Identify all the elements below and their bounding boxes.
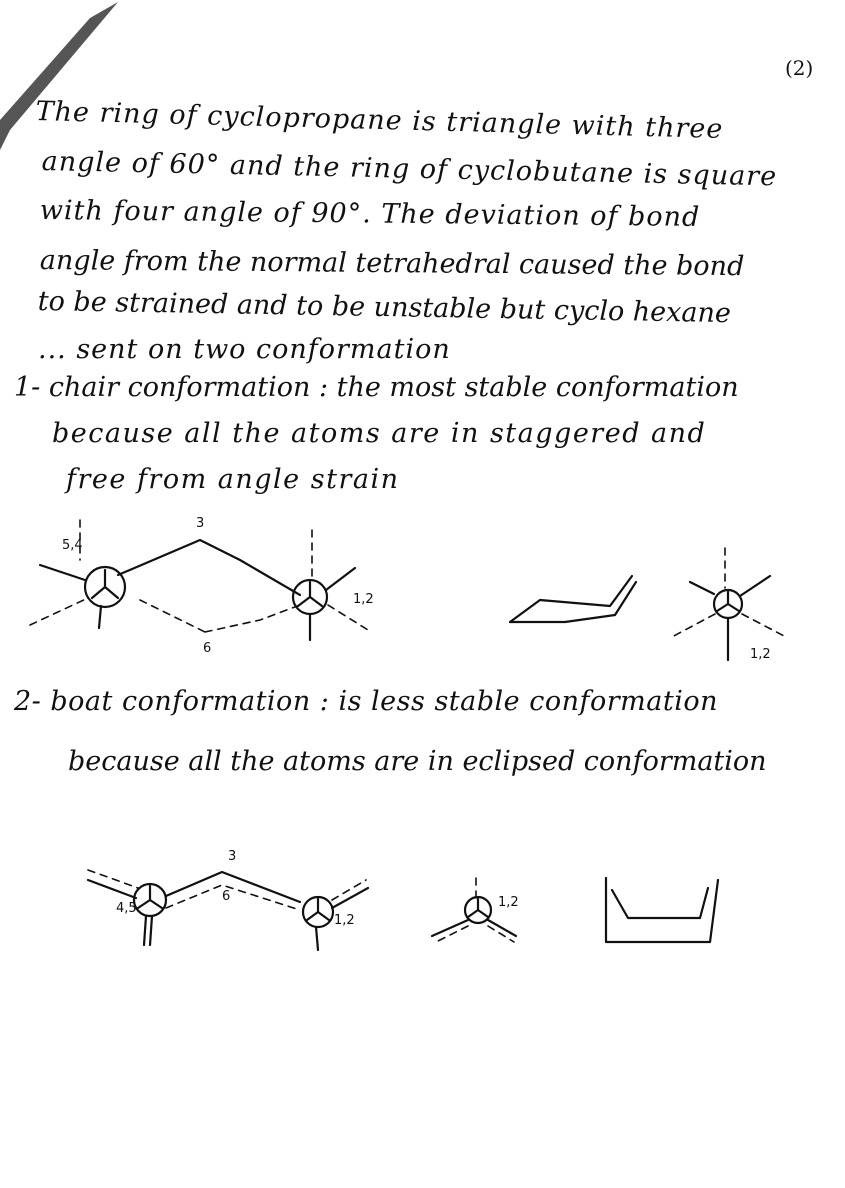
page-number: (2) (785, 56, 814, 80)
boat-heading-line: 2- boat conformation : is less stable conformation (14, 686, 718, 717)
paragraph-line-3: with four angle of 90°. The deviation of bond (39, 195, 701, 233)
boat-newman-small (432, 878, 516, 942)
boat-perspective-icon (606, 878, 718, 942)
boat-label-top: 3 (228, 849, 237, 864)
paragraph-line-1: The ring of cyclopropane is triangle with three (35, 96, 724, 145)
chair-reason-line-2: free from angle strain (66, 464, 400, 495)
boat-label-middle: 6 (222, 889, 231, 904)
chair-label-newman-group: 1,2 (750, 647, 771, 662)
chair-heading-line: 1- chair conformation : the most stable conformation (14, 372, 739, 403)
chair-label-top: 3 (196, 516, 205, 531)
chair-label-left-group: 5,4 (62, 538, 83, 553)
chair-reason-line-1: because all the atoms are in staggered and (52, 418, 707, 449)
boat-label-right-group: 1,2 (334, 913, 355, 928)
boat-label-newman-group: 1,2 (498, 895, 519, 910)
paragraph-line-5: to be strained and to be unstable but cyclo hexane (37, 286, 732, 330)
boat-label-left-group: 4,5 (116, 901, 137, 916)
chair-label-right-group: 1,2 (353, 592, 374, 607)
paragraph-line-4: angle from the normal tetrahedral caused the bond (39, 245, 745, 283)
chair-label-bottom: 6 (203, 641, 212, 656)
boat-reason-line: because all the atoms are in eclipsed conformation (68, 746, 767, 777)
paragraph-line-2: angle of 60° and the ring of cyclobutane is square (41, 146, 778, 193)
paragraph-line-6: ... sent on two conformation (38, 334, 451, 365)
